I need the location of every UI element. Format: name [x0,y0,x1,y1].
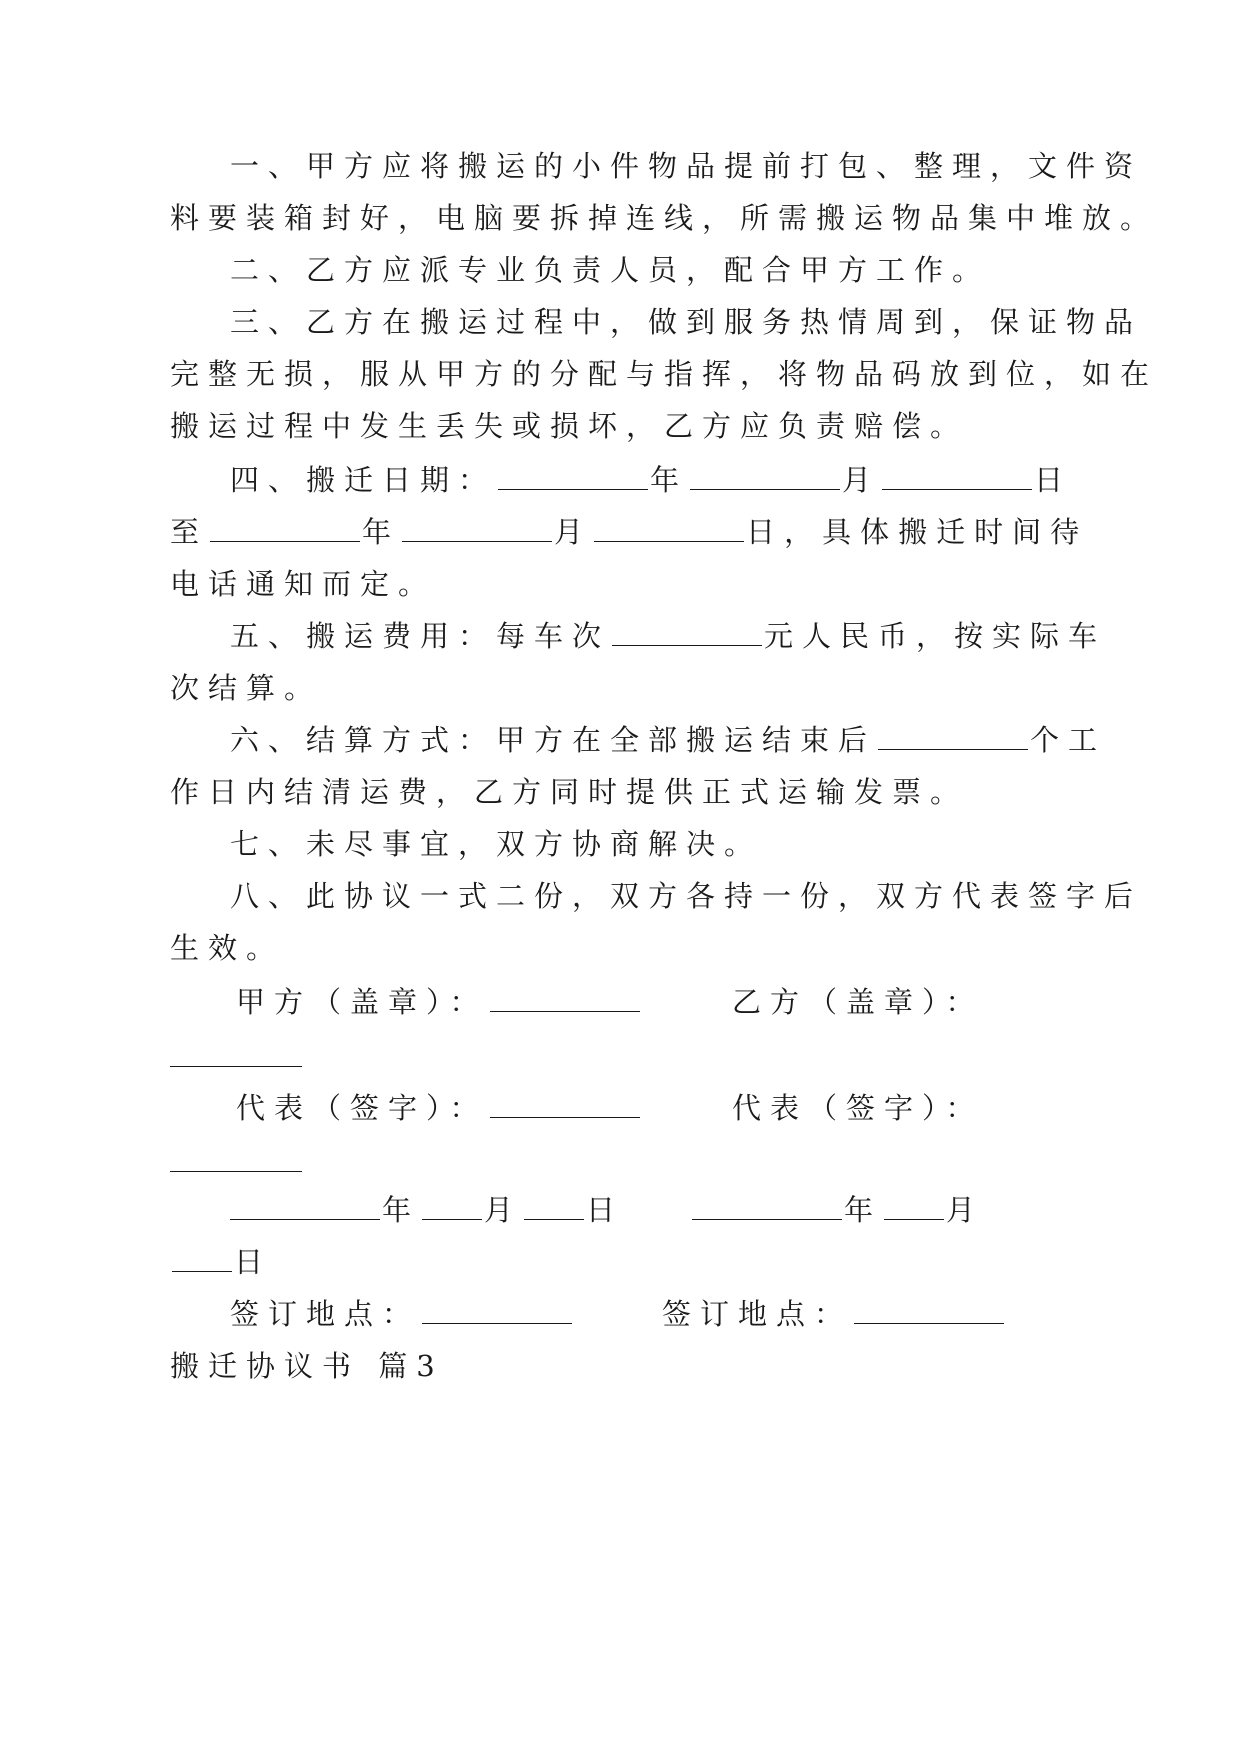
clause-3-line-3: 搬运过程中发生丢失或损坏，乙方应负责赔偿。 [170,409,969,443]
date-b-day-blank[interactable] [172,1245,232,1272]
clause-4-line-2 [170,512,1088,552]
date-a-day-blank[interactable] [524,1193,584,1220]
day-unit: 日 [1034,463,1073,497]
month-unit: 月 [484,1193,523,1227]
settlement-days-blank[interactable] [878,723,1028,750]
clause-6-line-1 [230,720,1106,760]
clause-6-line-2: 作日内结清运费，乙方同时提供正式运输发票。 [170,775,969,809]
day-unit: 日 [586,1193,625,1227]
date-a-row [228,1190,624,1230]
place-a-blank[interactable] [422,1297,572,1324]
clause-6-suffix: 个工 [1030,723,1107,757]
fee-blank[interactable] [612,619,762,646]
party-b-seal-label: 乙方（盖章）： [732,985,984,1019]
party-a-seal-row [236,982,642,1022]
date-a-month-blank[interactable] [422,1193,482,1220]
year-unit: 年 [844,1193,883,1227]
clause-2-line-1: 二、乙方应派专业负责人员，配合甲方工作。 [230,253,991,287]
month-unit: 月 [842,463,881,497]
rep-a-blank[interactable] [490,1091,640,1118]
clause-4-line-1 [230,460,1072,500]
date-b-year-blank[interactable] [692,1193,842,1220]
clause-6-prefix: 六、结算方式：甲方在全部搬运结束后 [230,723,877,757]
end-day-blank[interactable] [594,515,744,542]
end-month-blank[interactable] [402,515,552,542]
place-b-blank[interactable] [854,1297,1004,1324]
place-b-label: 签订地点： [662,1297,853,1331]
party-b-seal-blank[interactable] [170,1066,302,1067]
day-unit: 日 [234,1245,273,1279]
clause-5-line-2: 次结算。 [170,671,323,705]
date-b-row [690,1190,984,1230]
clause-8-line-2: 生效。 [170,931,285,965]
party-a-seal-label: 甲方（盖章）： [236,985,488,1019]
year-unit: 年 [362,515,401,549]
clause-5-line-1 [230,616,1106,656]
party-a-seal-blank[interactable] [490,985,640,1012]
year-unit: 年 [382,1193,421,1227]
month-unit: 月 [554,515,593,549]
date-b-month-blank[interactable] [884,1193,944,1220]
clause-1-line-1: 一、甲方应将搬运的小件物品提前打包、整理，文件资 [230,149,1143,183]
clause-1-line-2: 料要装箱封好，电脑要拆掉连线，所需搬运物品集中堆放。 [170,201,1159,235]
clause-5-suffix: 元人民币，按实际车 [764,619,1107,653]
rep-a-row [236,1088,642,1128]
start-month-blank[interactable] [690,463,840,490]
end-year-blank[interactable] [210,515,360,542]
rep-b-label: 代表（签字）： [732,1091,984,1125]
start-year-blank[interactable] [498,463,648,490]
rep-a-label: 代表（签字）： [236,1091,488,1125]
date-b-day-row [170,1242,272,1282]
place-a-label: 签订地点： [230,1297,421,1331]
clause-3-line-2: 完整无损，服从甲方的分配与指挥，将物品码放到位，如在 [170,357,1159,391]
next-section-title: 搬迁协议书 篇3 [170,1349,444,1383]
month-unit: 月 [946,1193,985,1227]
day-unit: 日 [746,515,785,549]
clause-7-line-1: 七、未尽事宜，双方协商解决。 [230,827,763,861]
clause-4-to: 至 [170,515,209,549]
date-a-year-blank[interactable] [230,1193,380,1220]
clause-4-line-3: 电话通知而定。 [170,567,437,601]
place-b-row [662,1294,1006,1334]
start-day-blank[interactable] [882,463,1032,490]
clause-5-prefix: 五、搬运费用：每车次 [230,619,611,653]
clause-4-suffix: ，具体搬迁时间待 [784,515,1089,549]
clause-3-line-1: 三、乙方在搬运过程中，做到服务热情周到，保证物品 [230,305,1143,339]
year-unit: 年 [650,463,689,497]
rep-b-blank[interactable] [170,1171,302,1172]
clause-8-line-1: 八、此协议一式二份，双方各持一份，双方代表签字后 [230,879,1143,913]
clause-4-prefix: 四、搬迁日期： [230,463,497,497]
place-a-row [230,1294,574,1334]
